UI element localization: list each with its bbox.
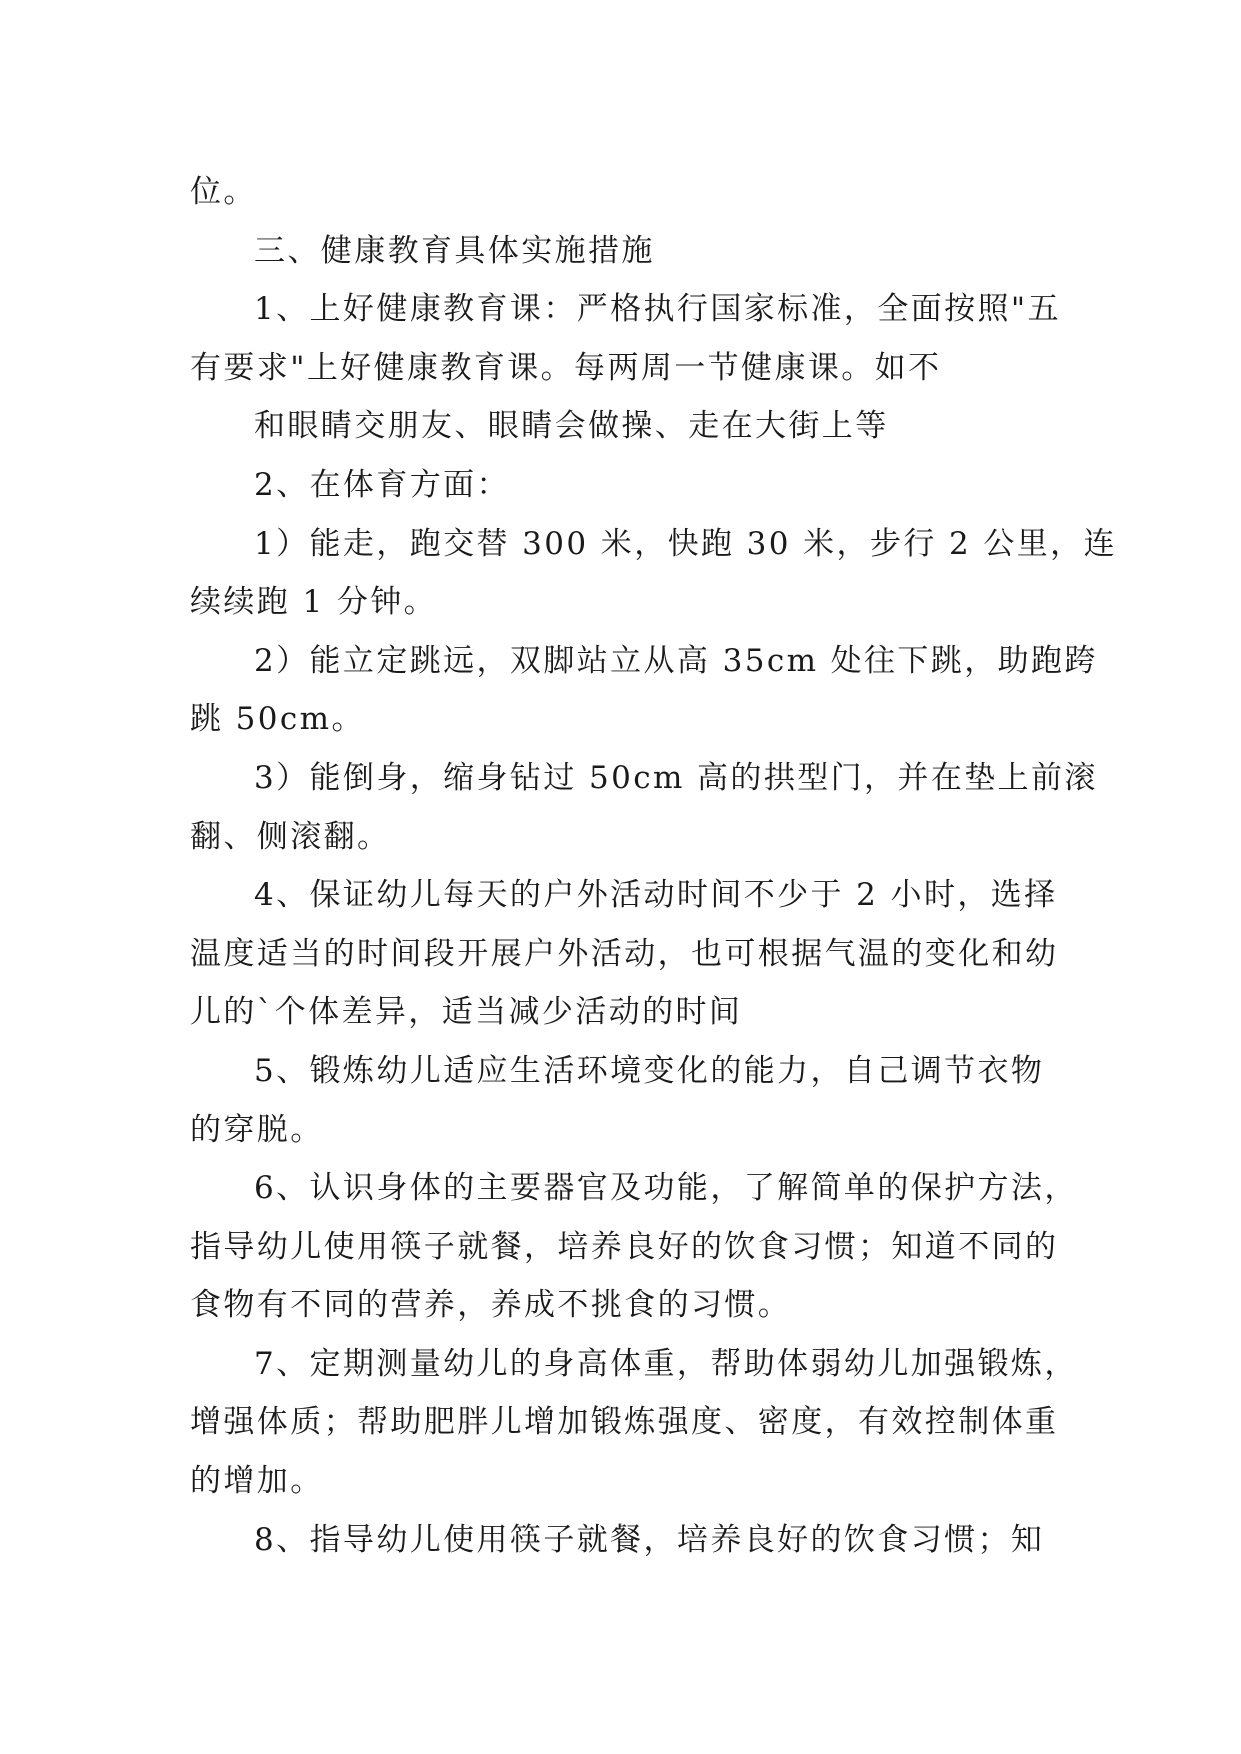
text-line: 的穿脱。 xyxy=(190,1111,324,1148)
text-line: 1）能走，跑交替 300 米，快跑 30 米，步行 2 公里，连 xyxy=(254,525,1117,562)
text-line: 指导幼儿使用筷子就餐，培养良好的饮食习惯；知道不同的 xyxy=(190,1228,1059,1265)
text-line: 儿的`个体差异，适当减少活动的时间 xyxy=(190,994,743,1031)
text-line: 温度适当的时间段开展户外活动，也可根据气温的变化和幼 xyxy=(190,935,1059,972)
text-line: 位。 xyxy=(190,174,257,210)
text-line: 增强体质；帮助肥胖儿增加锻炼强度、密度，有效控制体重 xyxy=(190,1404,1059,1441)
document-body xyxy=(190,163,1117,1569)
text-line: 跳 50cm。 xyxy=(190,701,365,738)
text-line: 3）能倒身，缩身钻过 50cm 高的拱型门，并在垫上前滚 xyxy=(254,759,1098,796)
text-line: 8、指导幼儿使用筷子就餐，培养良好的饮食习惯；知 xyxy=(254,1521,1045,1558)
text-line: 2、在体育方面： xyxy=(254,466,510,503)
text-line: 5、锻炼幼儿适应生活环境变化的能力，自己调节衣物 xyxy=(254,1052,1045,1089)
section-heading: 三、健康教育具体实施措施 xyxy=(254,232,655,269)
text-line: 7、定期测量幼儿的身高体重，帮助体弱幼儿加强锻炼， xyxy=(254,1345,1078,1382)
text-line: 的增加。 xyxy=(190,1463,324,1500)
text-line: 续续跑 1 分钟。 xyxy=(190,584,438,621)
text-line: 4、保证幼儿每天的户外活动时间不少于 2 小时，选择 xyxy=(254,877,1058,914)
text-line: 食物有不同的营养，养成不挑食的习惯。 xyxy=(190,1287,792,1324)
text-line: 有要求"上好健康教育课。每两周一节健康课。如不 xyxy=(190,349,942,386)
text-line: 1、上好健康教育课：严格执行国家标准，全面按照"五 xyxy=(254,291,1061,328)
text-line: 6、认识身体的主要器官及功能，了解简单的保护方法， xyxy=(254,1170,1078,1207)
text-line: 翻、侧滚翻。 xyxy=(190,818,391,855)
text-line: 和眼睛交朋友、眼睛会做操、走在大街上等 xyxy=(254,408,889,445)
text-line: 2）能立定跳远，双脚站立从高 35cm 处往下跳，助跑跨 xyxy=(254,642,1098,679)
